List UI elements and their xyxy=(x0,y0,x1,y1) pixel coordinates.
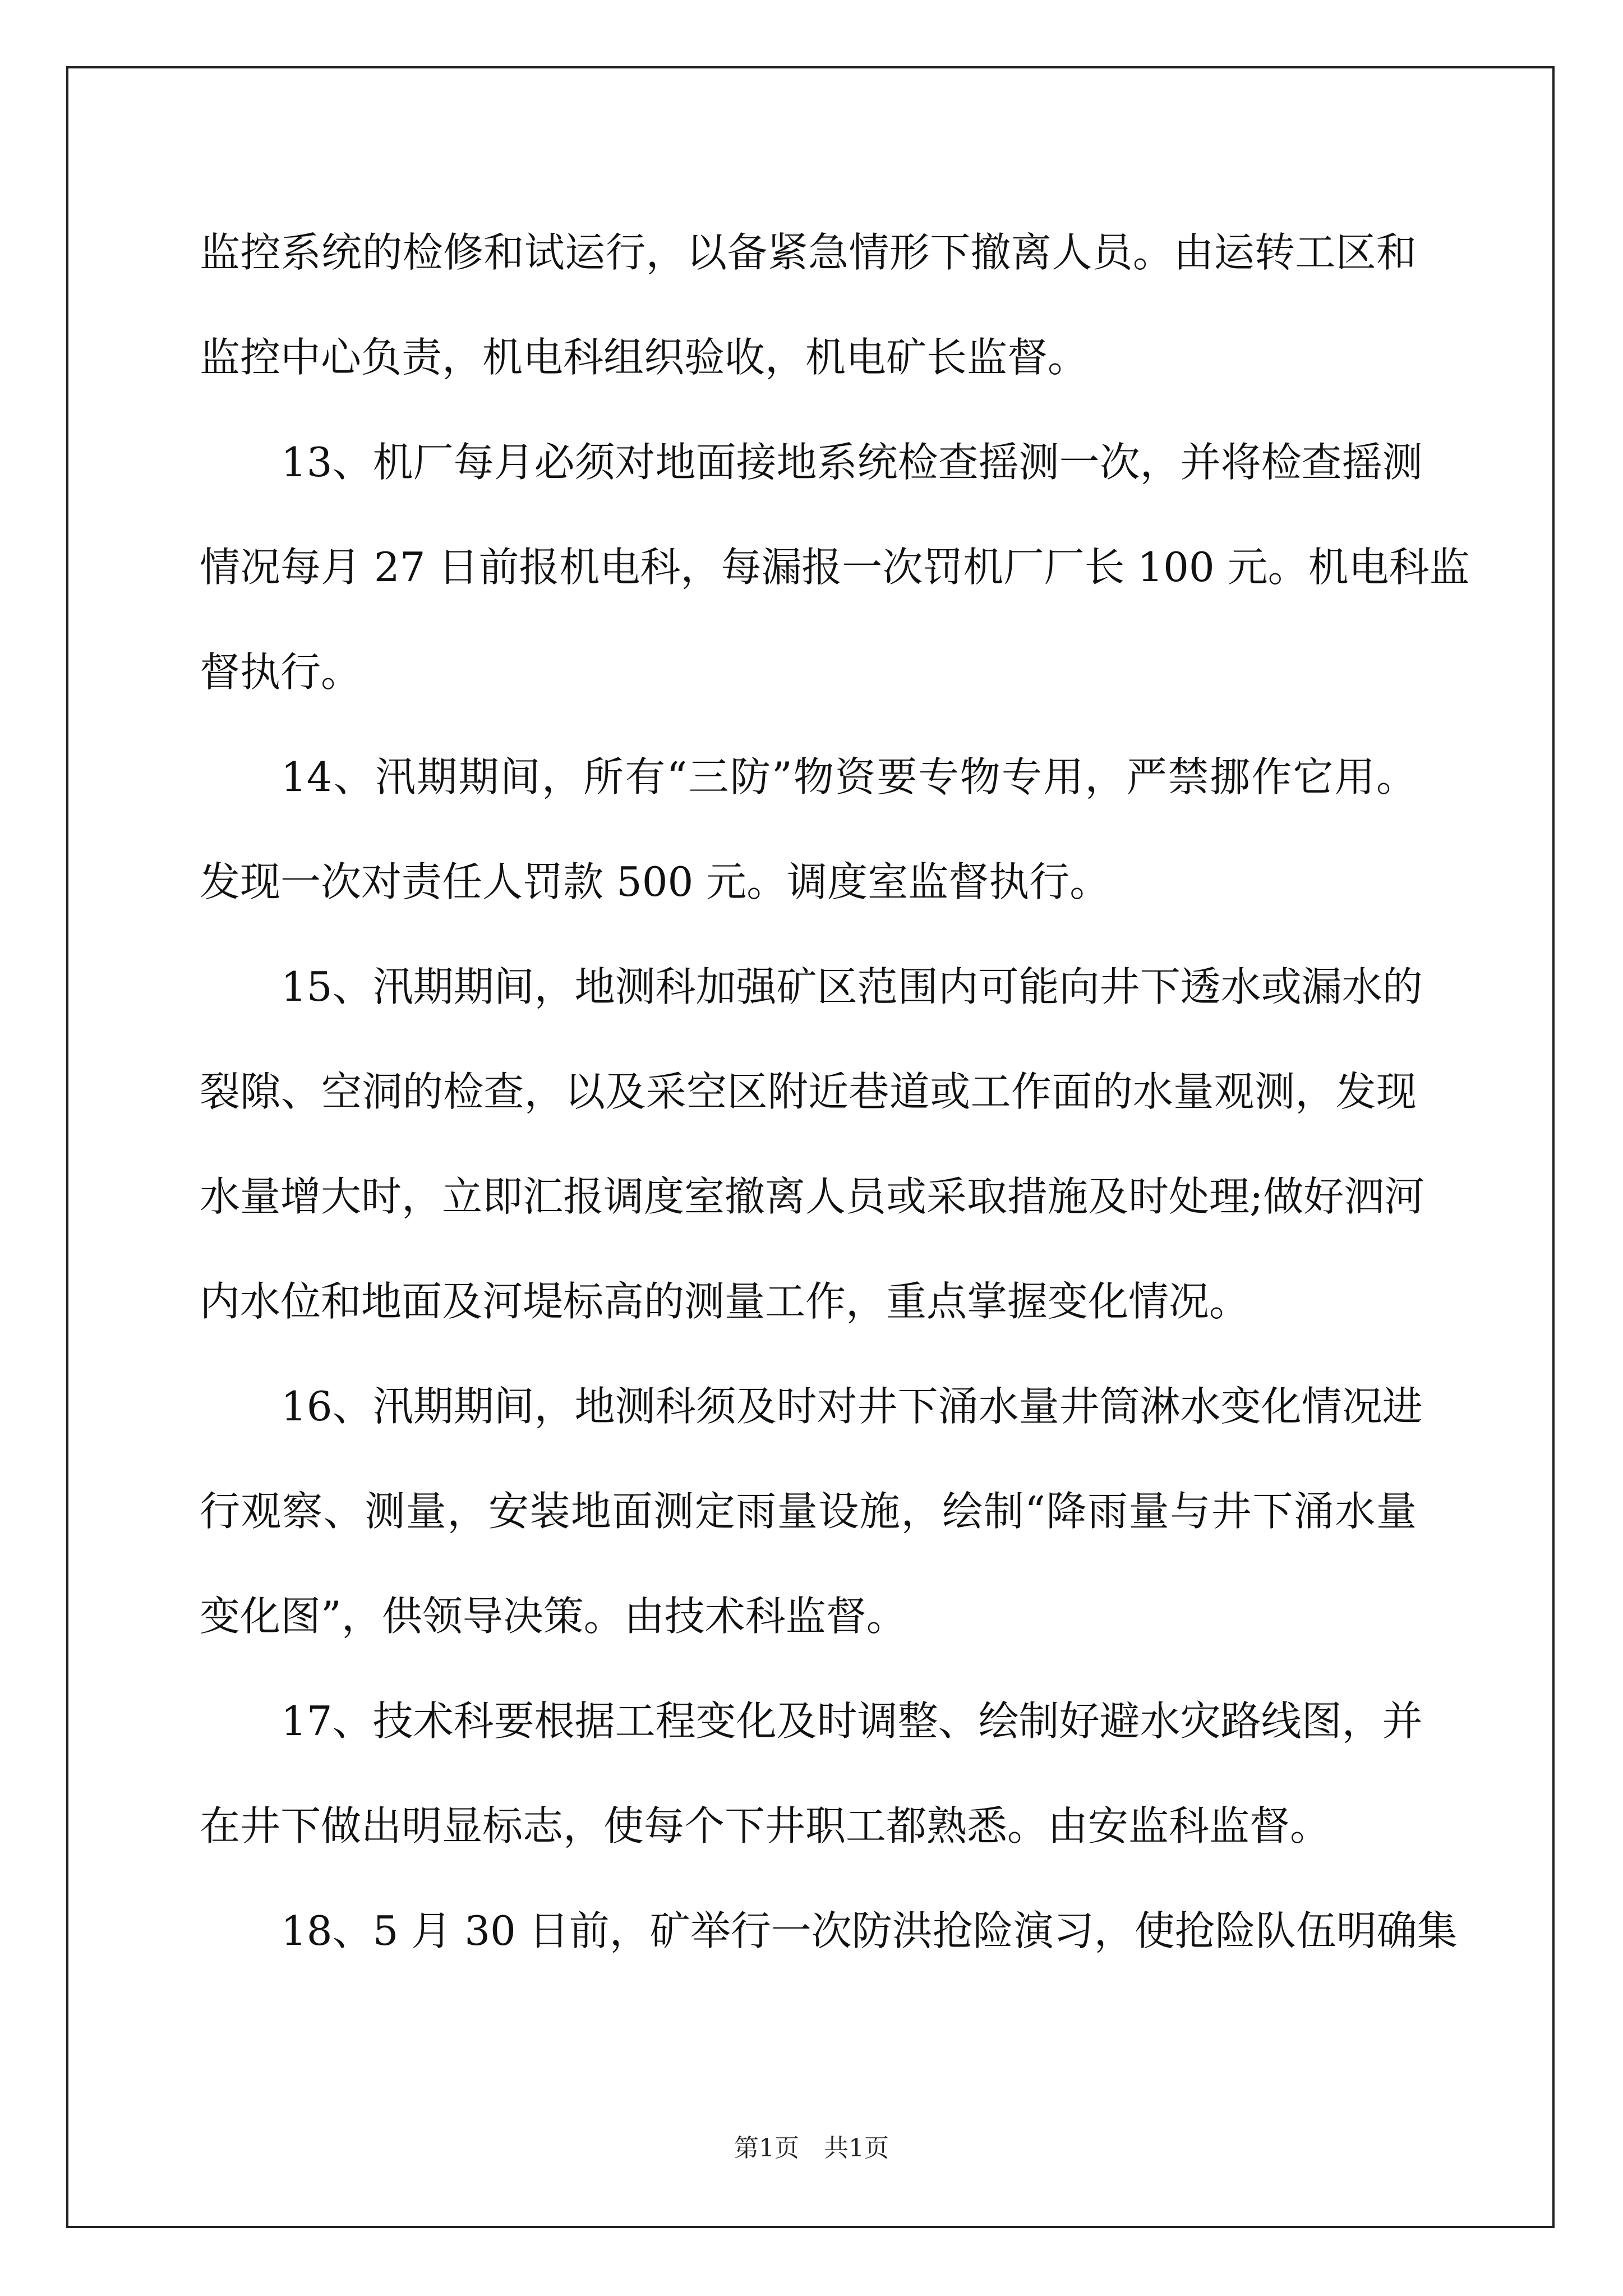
text-line: 情况每月 27 日前报机电科，每漏报一次罚机厂厂长 100 元。机电科监 xyxy=(200,544,1470,591)
text-line: 监控中心负责，机电科组织验收，机电矿长监督。 xyxy=(200,334,1089,381)
text-line: 发现一次对责任人罚款 500 元。调度室监督执行。 xyxy=(200,858,1110,905)
paragraph-start-line: 18、5 月 30 日前，矿举行一次防洪抢险演习，使抢险队伍明确集 xyxy=(281,1907,1458,1954)
paragraph-start-line: 15、汛期期间，地测科加强矿区范围内可能向井下透水或漏水的 xyxy=(281,963,1423,1010)
paragraph-start-line: 17、技术科要根据工程变化及时调整、绘制好避水灾路线图，并 xyxy=(281,1697,1423,1745)
text-line: 变化图”，供领导决策。由技术科监督。 xyxy=(200,1593,907,1640)
text-line: 裂隙、空洞的检查，以及采空区附近巷道或工作面的水量观测，发现 xyxy=(200,1068,1417,1115)
paragraph-start-line: 13、机厂每月必须对地面接地系统检查摇测一次，并将检查摇测 xyxy=(281,439,1423,486)
text-line: 监控系统的检修和试运行，以备紧急情形下撤离人员。由运转工区和 xyxy=(200,229,1417,276)
text-line: 在井下做出明显标志，使每个下井职工都熟悉。由安监科监督。 xyxy=(200,1802,1331,1849)
page-number-footer: 第1页 共1页 xyxy=(734,2134,889,2162)
text-line: 行观察、测量，安装地面测定雨量设施，绘制“降雨量与井下涌水量 xyxy=(200,1488,1417,1535)
text-line: 水量增大时，立即汇报调度室撤离人员或采取措施及时处理;做好泗河 xyxy=(200,1173,1425,1220)
paragraph-start-line: 16、汛期期间，地测科须及时对井下涌水量井筒淋水变化情况进 xyxy=(281,1383,1423,1430)
text-line: 督执行。 xyxy=(200,648,362,696)
text-line: 内水位和地面及河堤标高的测量工作，重点掌握变化情况。 xyxy=(200,1278,1250,1325)
paragraph-start-line: 14、汛期期间，所有“三防”物资要专物专用，严禁挪作它用。 xyxy=(281,753,1417,800)
